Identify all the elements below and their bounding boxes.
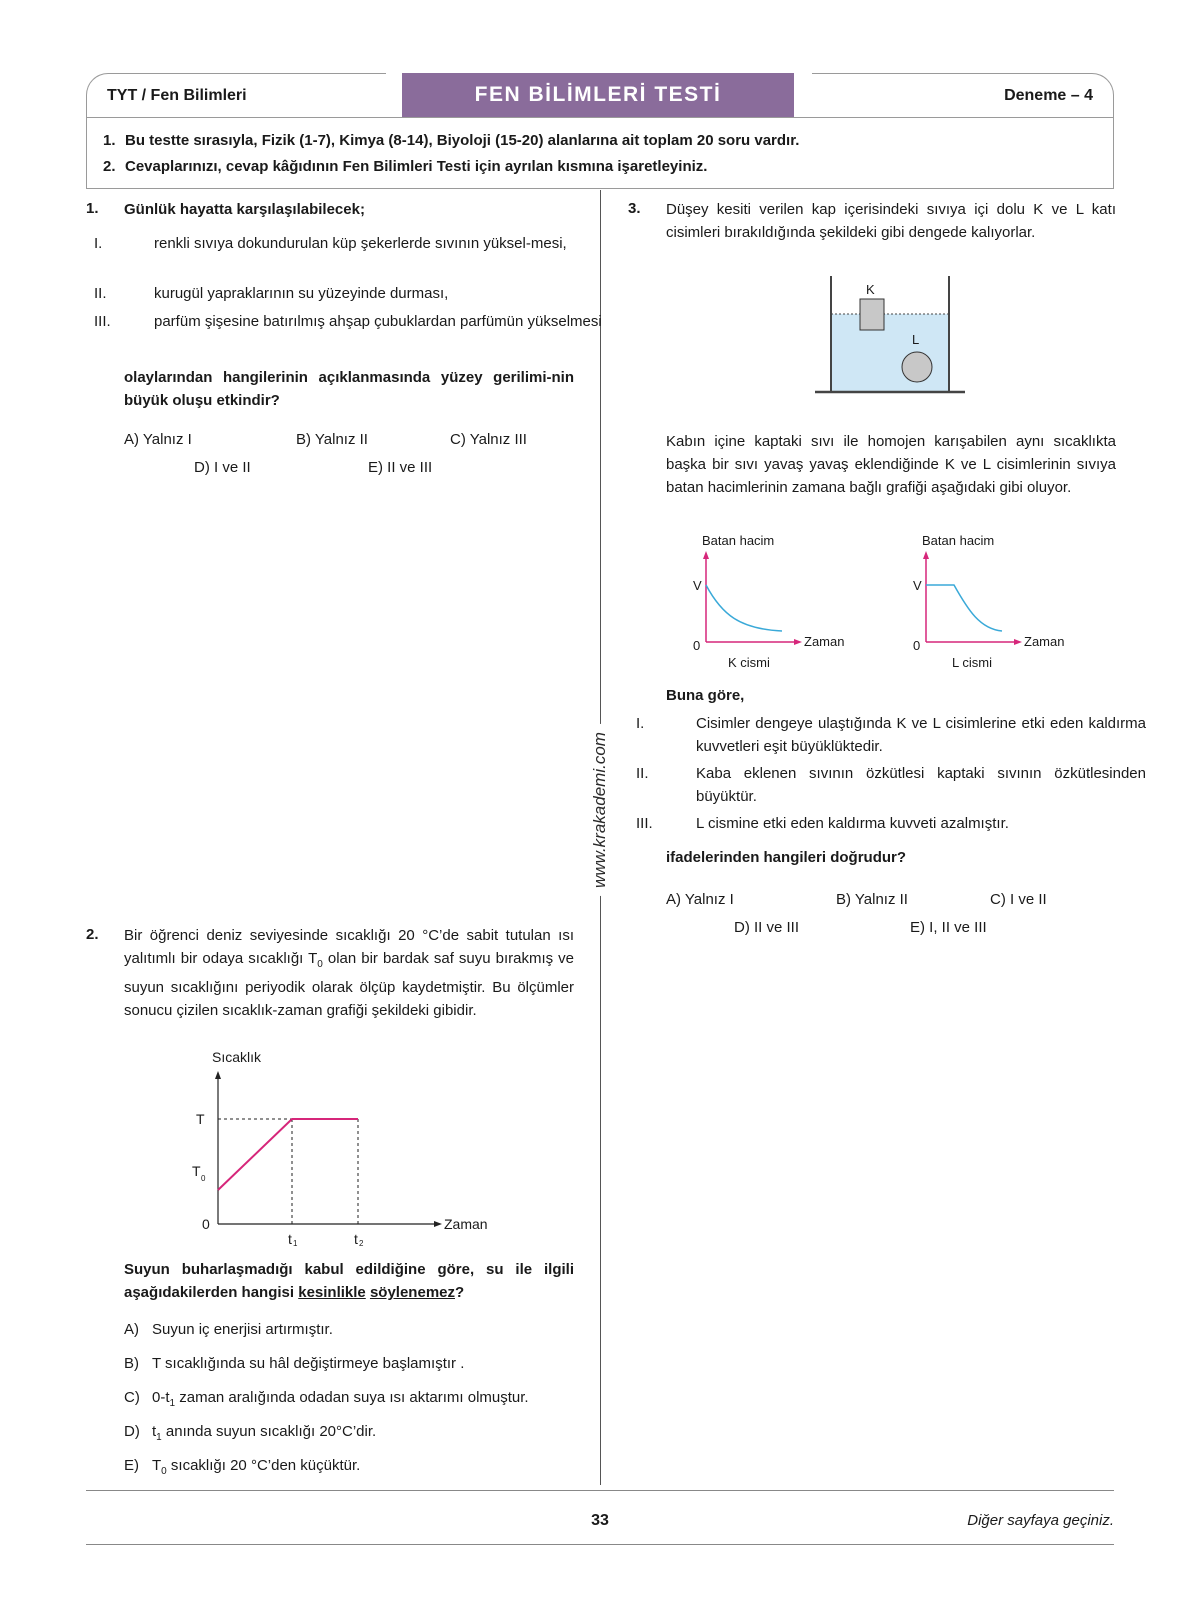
q3-option-e[interactable]: E) I, II ve III bbox=[910, 919, 987, 936]
q3-graph-k-ylabel: Batan hacim bbox=[702, 533, 775, 548]
q2-xtick-t1: t bbox=[288, 1231, 292, 1246]
q3-stem: Düşey kesiti verilen kap içerisindeki sıvıya içi dolu K ve L katı cisimleri bırakıldığında şekildeki gibi dengede kalıyorlar. bbox=[666, 201, 1116, 241]
q3-liquid bbox=[831, 314, 949, 392]
q2-stem: Bir öğrenci deniz seviyesinde sıcaklığı 20 °C’de sabit tutulan ısı yalıtımlı bir odaya sıcaklığı $T_0$ olan bir bardak saf suyu bırakmış ve suyun sıcaklığını periyodik olarak ölçüp kaydetmiştir. Bu ölçümler sonucu çizilen sıcaklık-zaman grafiği şekildeki gibidir. bbox=[124, 927, 574, 1019]
q3-question: ifadelerinden hangileri doğrudur? bbox=[666, 849, 907, 866]
q3-graph-l-x-arrow bbox=[1014, 639, 1022, 645]
q3-graph-k bbox=[690, 530, 870, 670]
q2-ytick-t0-sub: 0 bbox=[201, 1174, 206, 1183]
header-test-title: FEN BİLİMLERİ TESTİ bbox=[402, 73, 794, 117]
q2-number: 2. bbox=[86, 926, 99, 943]
q3-graph-l-v: V bbox=[913, 578, 922, 593]
q3-graph-k-v: V bbox=[693, 578, 702, 593]
q3-option-a[interactable]: A) Yalnız I bbox=[666, 891, 734, 908]
q2-y-arrow bbox=[215, 1071, 221, 1079]
header-exam-number: Deneme – 4 bbox=[812, 73, 1114, 117]
q3-item-2: II. Kaba eklenen sıvının özkütlesi kaptaki sıvının özkütlesinden büyüktür. bbox=[636, 765, 1146, 805]
q1-item-1: I. renkli sıvıya dokundurulan küp şekerlerde sıvının yüksel-mesi, bbox=[94, 235, 567, 252]
q2-option-e[interactable]: E) $T_0$ sıcaklığı 20 °C’den küçüktür. bbox=[124, 1457, 361, 1477]
footer-bottom-rule bbox=[86, 1544, 1114, 1545]
q2-ytick-t0: T bbox=[192, 1163, 201, 1179]
q2-option-b[interactable]: B) T sıcaklığında su hâl değiştirmeye başlamıştır . bbox=[124, 1355, 465, 1372]
q3-option-b[interactable]: B) Yalnız II bbox=[836, 891, 908, 908]
footer-top-rule bbox=[86, 1490, 1114, 1491]
q3-option-c[interactable]: C) I ve II bbox=[990, 891, 1047, 908]
q2-x-arrow bbox=[434, 1221, 442, 1227]
instruction-2: 2. Cevaplarınızı, cevap kâğıdının Fen Bilimleri Testi için ayrılan kısmına işaretleyiniz. bbox=[103, 158, 708, 175]
q2-temperature-line bbox=[218, 1119, 358, 1190]
q1-option-c[interactable]: C) Yalnız III bbox=[450, 431, 527, 448]
q2-ytick-zero: 0 bbox=[202, 1216, 210, 1232]
q3-graph-k-xlabel: Zaman bbox=[804, 634, 845, 649]
q3-paragraph: Kabın içine kaptaki sıvı ile homojen karışabilen aynı sıcaklıkta başka bir sıvı yavaş yavaş eklendiğinde K ve L cisimlerinin sıvıya batan hacimlerinin zamana bağlı grafiği aşağıdaki gibi oluyor. bbox=[666, 433, 1116, 496]
q1-option-e[interactable]: E) II ve III bbox=[368, 459, 433, 476]
q3-label-l: L bbox=[912, 332, 920, 347]
q3-graph-k-y-arrow bbox=[703, 551, 709, 559]
q3-container-figure bbox=[810, 272, 970, 404]
q3-graph-k-zero: 0 bbox=[693, 638, 701, 653]
q3-item-3: III. L cismine etki eden kaldırma kuvveti azalmıştır. bbox=[636, 815, 1009, 832]
q2-question: Suyun buharlaşmadığı kabul edildiğine göre, su ile ilgili aşağıdakilerden hangisi kesinlikle söylenemez? bbox=[124, 1261, 574, 1301]
q2-ytick-t: T bbox=[196, 1111, 205, 1127]
q2-graph-xlabel: Zaman bbox=[444, 1216, 488, 1232]
q3-graph-k-caption: K cismi bbox=[728, 655, 770, 670]
q3-graph-l bbox=[910, 530, 1090, 670]
q1-option-b[interactable]: B) Yalnız II bbox=[296, 431, 368, 448]
next-page-note: Diğer sayfaya geçiniz. bbox=[967, 1512, 1114, 1529]
q1-stem: Günlük hayatta karşılaşılabilecek; bbox=[124, 201, 365, 218]
header-subject: TYT / Fen Bilimleri bbox=[86, 73, 386, 117]
q3-graph-k-x-arrow bbox=[794, 639, 802, 645]
watermark: www.krakademi.com bbox=[590, 724, 610, 896]
q3-graph-l-caption: L cismi bbox=[952, 655, 992, 670]
q1-number: 1. bbox=[86, 200, 99, 217]
q2-xtick-t2: t bbox=[354, 1231, 358, 1246]
q3-graph-l-curve bbox=[926, 585, 1002, 631]
q2-xtick-t1-sub: 1 bbox=[293, 1239, 298, 1246]
q3-lead: Buna göre, bbox=[666, 687, 745, 704]
q3-option-d[interactable]: D) II ve III bbox=[734, 919, 800, 936]
q3-graph-l-ylabel: Batan hacim bbox=[922, 533, 995, 548]
q3-block-k bbox=[860, 299, 884, 330]
q1-option-d[interactable]: D) I ve II bbox=[194, 459, 251, 476]
instruction-1: 1. Bu testte sırasıyla, Fizik (1-7), Kimya (8-14), Biyoloji (15-20) alanlarına ait toplam 20 soru vardır. bbox=[103, 132, 800, 149]
q3-item-1: I. Cisimler dengeye ulaştığında K ve L cisimlerine etki eden kaldırma kuvvetleri eşit büyüklüktedir. bbox=[636, 715, 1146, 755]
q3-ball-l bbox=[902, 352, 932, 382]
q2-option-c[interactable]: C) $0-t_1$ zaman aralığında odadan suya ısı aktarımı olmuştur. bbox=[124, 1389, 529, 1409]
q2-temperature-graph bbox=[180, 1046, 510, 1246]
q1-item-3: III. parfüm şişesine batırılmış ahşap çubuklardan parfümün yükselmesi bbox=[94, 313, 602, 330]
q2-graph-ylabel: Sıcaklık bbox=[212, 1049, 262, 1065]
q1-item-2: II. kurugül yapraklarının su yüzeyinde durması, bbox=[94, 285, 449, 302]
q3-graph-k-curve bbox=[706, 585, 782, 631]
q3-graph-l-xlabel: Zaman bbox=[1024, 634, 1065, 649]
q2-option-a[interactable]: A) Suyun iç enerjisi artırmıştır. bbox=[124, 1321, 333, 1338]
q2-xtick-t2-sub: 2 bbox=[359, 1239, 364, 1246]
instructions-box bbox=[86, 117, 1114, 189]
q1-question: olaylarından hangilerinin açıklanmasında yüzey gerilimi-nin büyük oluşu etkindir? bbox=[124, 369, 574, 409]
q3-graph-l-y-arrow bbox=[923, 551, 929, 559]
q3-graph-l-zero: 0 bbox=[913, 638, 921, 653]
q3-label-k: K bbox=[866, 282, 875, 297]
q2-option-d[interactable]: D) $t_1$ anında suyun sıcaklığı 20°C’dir. bbox=[124, 1423, 377, 1443]
q3-number: 3. bbox=[628, 200, 641, 217]
page-number: 33 bbox=[591, 1512, 609, 1529]
q1-option-a[interactable]: A) Yalnız I bbox=[124, 431, 192, 448]
